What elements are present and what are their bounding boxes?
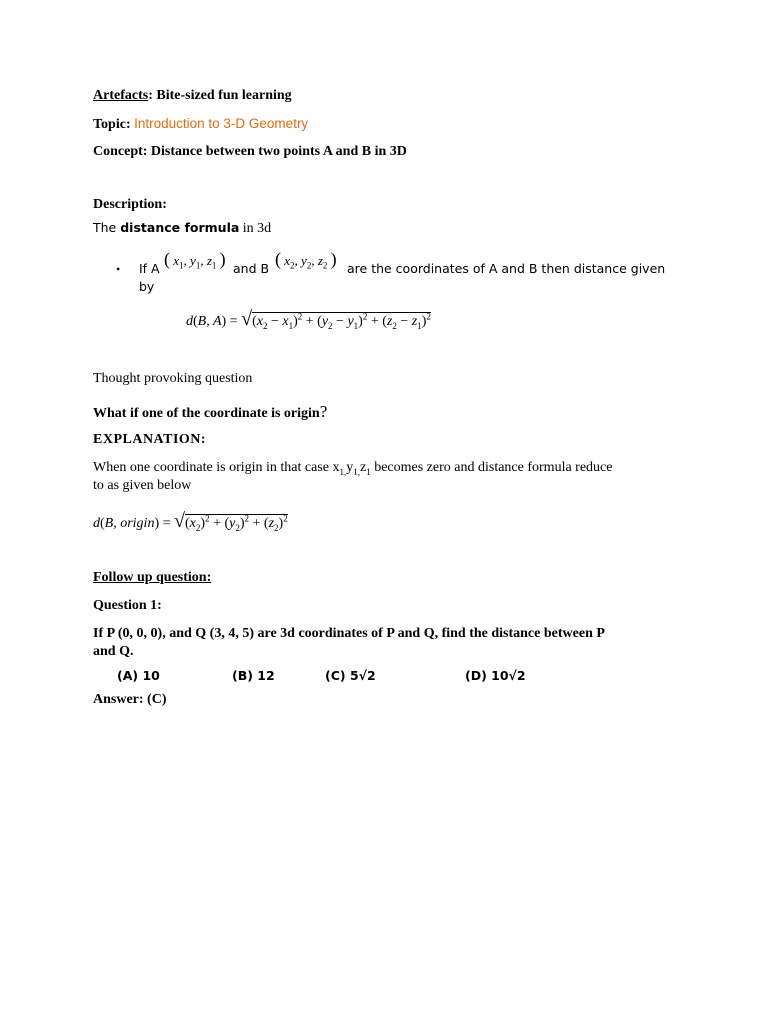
bullet-by: by xyxy=(139,279,155,294)
sqrt-symbol: $√(x_2 - x_1)^2 + (y_2 - y_1)^2 + (z_2 - z_1)^2$ xyxy=(241,308,431,331)
point-a-coordinates: ( $x_1$, $y_1$, $z_1$ ) xyxy=(164,249,226,271)
option-b: (B) 12 xyxy=(232,668,275,683)
explanation-line1: When one coordinate is origin in that case $x_{1,}y_{1,}z_1$ becomes zero and distance formula reduce xyxy=(93,460,613,477)
artefacts-label: Artefacts xyxy=(93,88,149,103)
thought-question: What if one of the coordinate is origin? xyxy=(93,402,328,421)
follow-up-heading: Follow up question: xyxy=(93,570,212,585)
topic-value: Introduction to 3-D Geometry xyxy=(134,116,309,131)
sqrt-symbol-origin: $√(x_2)^2 + (y_2)^2 + (z_2)^2$ xyxy=(174,510,288,533)
origin-distance-formula: d(B, origin) = $√(x_2)^2 + (y_2)^2 + (z_2)^2$ xyxy=(93,510,288,533)
artefacts-value: : Bite-sized fun learning xyxy=(148,88,292,103)
option-d: (D) 10√2 xyxy=(465,668,526,683)
explanation-prefix: When one coordinate is origin in that case x xyxy=(93,460,340,475)
question-line1: If P (0, 0, 0), and Q (3, 4, 5) are 3d coordinates of P and Q, find the distance between P xyxy=(93,626,605,641)
question-label: Question 1: xyxy=(93,598,162,613)
explanation-suffix: becomes zero and distance formula reduce xyxy=(370,460,613,475)
answer-line: Answer: (C) xyxy=(93,692,167,707)
option-c: (C) 5√2 xyxy=(325,668,376,683)
bullet-and-b: and B xyxy=(233,261,270,276)
intro-bold: distance formula xyxy=(120,220,240,235)
thought-question-text: What if one of the coordinate is origin xyxy=(93,406,320,421)
description-intro xyxy=(93,220,271,237)
option-a: (A) 10 xyxy=(117,668,160,683)
point-b-coordinates: ( $x_2$, $y_2$, $z_2$ ) xyxy=(275,249,337,271)
description-heading: Description: xyxy=(93,197,167,212)
topic-line xyxy=(93,116,308,133)
distance-formula: d(B, $A) = √(x_2 - x_1)^2 + (y_2 - y_1)^2 + (z_2 - z_1)^2$ xyxy=(186,308,431,331)
question-line2: and Q. xyxy=(93,644,134,659)
bullet-if-a: If A xyxy=(139,261,160,276)
concept-line: Concept: Distance between two points A and B in 3D xyxy=(93,144,407,159)
explanation-line2: to as given below xyxy=(93,478,192,493)
artefacts-line xyxy=(93,88,292,104)
intro-suffix: in 3d xyxy=(239,221,272,236)
thought-prompt: Thought provoking question xyxy=(93,371,253,386)
bullet-icon: • xyxy=(116,262,121,276)
topic-label: Topic: xyxy=(93,117,131,132)
explanation-heading: EXPLANATION: xyxy=(93,432,207,447)
bullet-rest: are the coordinates of A and B then distance given xyxy=(347,261,666,276)
intro-prefix: The xyxy=(93,220,121,235)
